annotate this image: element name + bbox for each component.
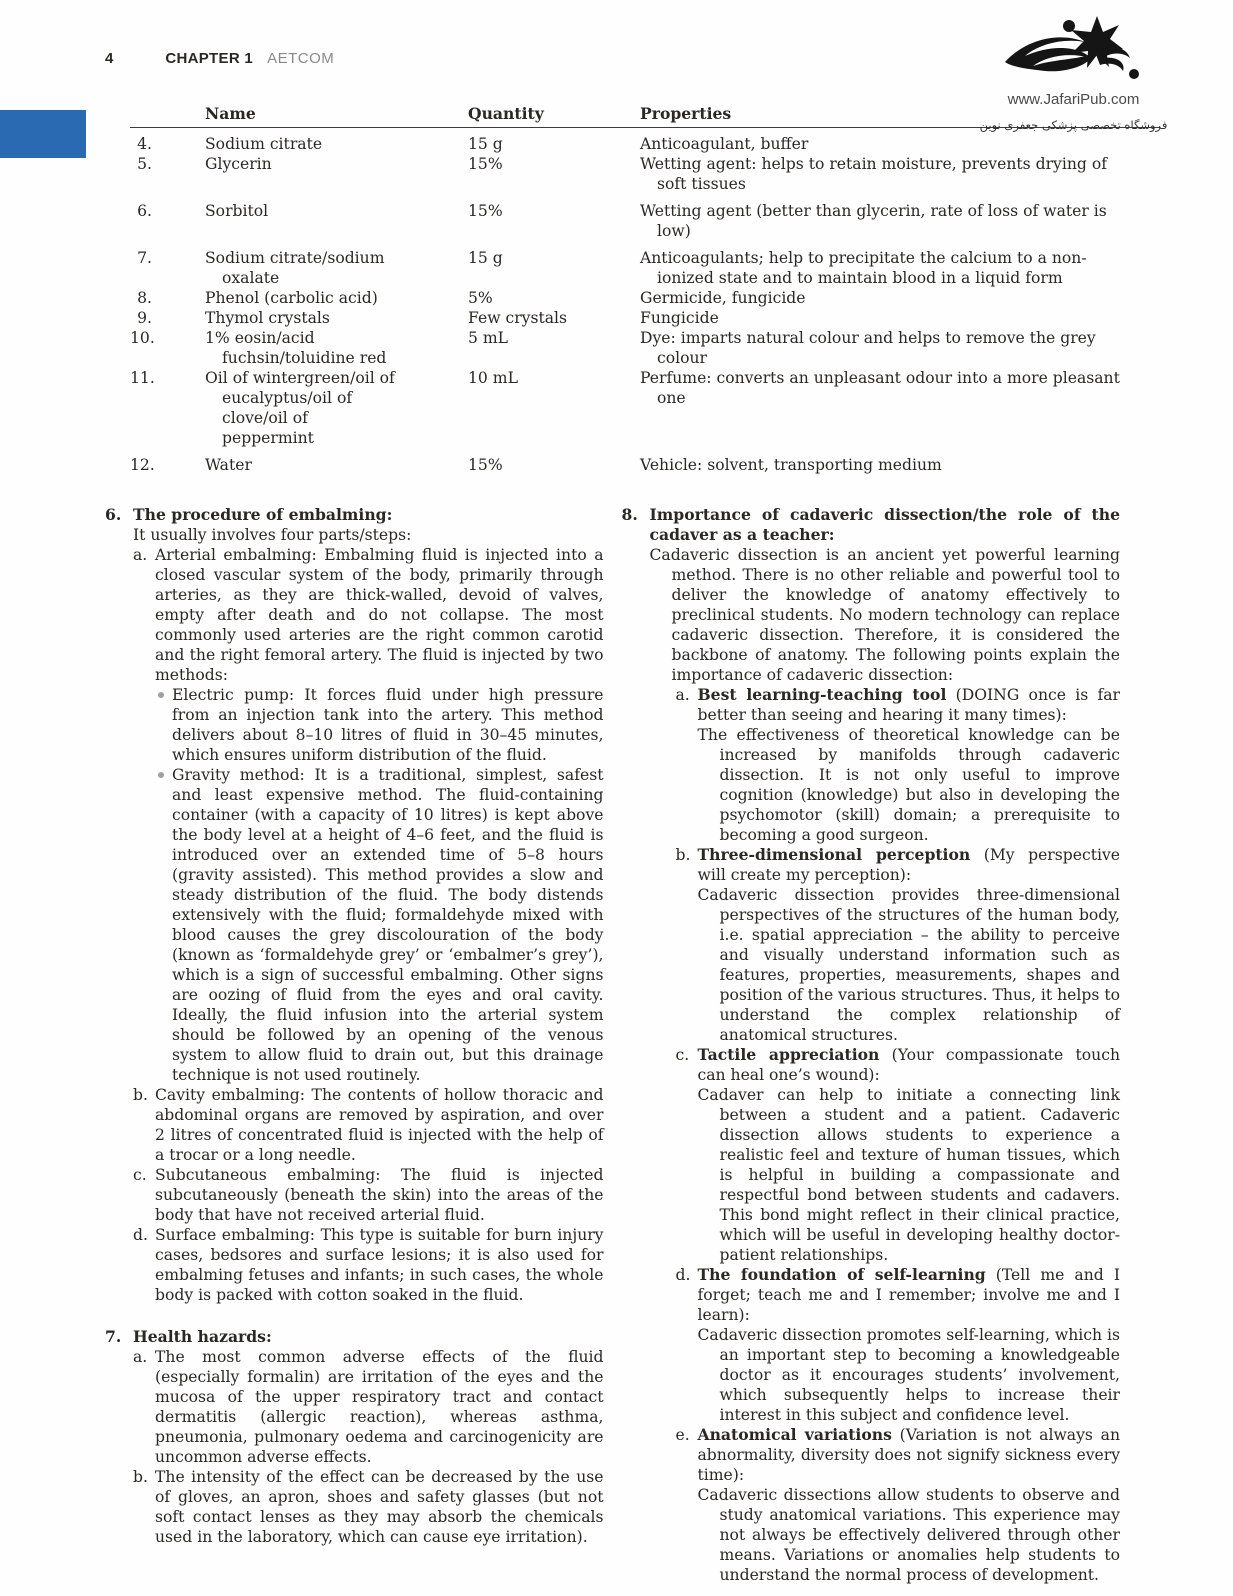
list-item-best-learning-tool — [676, 685, 1121, 845]
item-text: The intensity of the effect can be decreased by the use of gloves, an apron, shoes and safety glasses (but not soft contact lenses as they may absorb the chemicals used in the laboratory, which can cause eye irritation). — [155, 1468, 604, 1546]
bullet-electric-pump — [155, 685, 604, 765]
cell-name: 1% eosin/acid fuchsin/toluidine red — [205, 329, 387, 367]
table-row — [130, 154, 1160, 194]
list-item-protection — [133, 1467, 604, 1547]
cell-name: Sorbitol — [205, 202, 269, 220]
row-number: 11. — [130, 369, 155, 387]
cell-quantity: Few crystals — [468, 309, 568, 327]
list-item-arterial-embalming — [133, 545, 604, 1085]
publisher-watermark — [966, 8, 1181, 135]
section-heading: Importance of cadaveric dissection/the role of the cadaver as a teacher: — [649, 505, 1120, 544]
cell-name: Thymol crystals — [205, 309, 330, 327]
cell-quantity: 5 mL — [468, 329, 509, 347]
section-health-hazards — [105, 1327, 604, 1547]
jafari-calligraphy-logo-icon — [999, 8, 1149, 88]
cell-quantity: 15% — [468, 155, 503, 173]
list-item-tactile-appreciation — [676, 1045, 1121, 1265]
table-row — [130, 328, 1160, 368]
item-lead-rest: (My perspective will create my perception): — [697, 846, 1120, 884]
list-item-three-dimensional-perception — [676, 845, 1121, 1045]
item-text: Surface embalming: This type is suitable for burn injury cases, bedsores and surface lesions; it is also used for embalming fetuses and infants; in such cases, the whole body is packed with cotton soaked in the fluid. — [155, 1226, 604, 1304]
item-lead-rest: (DOING once is far better than seeing and hearing it many times): — [697, 686, 1120, 724]
list-item-subcutaneous-embalming — [133, 1165, 604, 1225]
row-number: 10. — [130, 329, 155, 347]
cell-name: Water — [205, 456, 252, 474]
row-number: 4. — [137, 135, 152, 153]
item-body: The effectiveness of theoretical knowledge can be increased by manifolds through cadaveric dissection. It is not only useful to improve cognition (knowledge) but also in developing the psychomotor (skill) domain; a prerequisite to becoming a good surgeon. — [697, 726, 1120, 844]
item-lead-bold: Tactile appreciation — [697, 1045, 880, 1064]
item-lead — [698, 1045, 1121, 1085]
cell-name: Oil of wintergreen/oil of eucalyptus/oil of clove/oil of peppermint — [205, 369, 395, 447]
publisher-persian-caption: فروشگاه تخصصی پزشکی جعفری نوین — [979, 118, 1168, 132]
section-number: 8. — [621, 505, 638, 524]
table-header-properties: Properties — [640, 104, 732, 123]
section-number: 7. — [105, 1327, 122, 1346]
row-number: 5. — [137, 155, 152, 173]
item-lead — [698, 685, 1121, 725]
list-item-adverse-effects — [133, 1347, 604, 1467]
item-marker: b. — [675, 846, 691, 864]
table-row — [130, 134, 1160, 154]
cell-properties: Anticoagulant, buffer — [640, 135, 809, 153]
item-lead — [698, 1265, 1121, 1325]
cell-properties: Wetting agent (better than glycerin, rate of loss of water is low) — [640, 202, 1107, 240]
item-text: The most common adverse effects of the fluid (especially formalin) are irritation of the eyes and the mucosa of the upper respiratory tract and contact dermatitis (allergic reaction), whereas asthma, pneumonia, pulmonary oedema and carcinogenicity are uncommon adverse effects. — [155, 1348, 604, 1466]
item-lead-rest: (Tell me and I forget; teach me and I remember; involve me and I learn): — [697, 1266, 1120, 1324]
item-body: Cadaveric dissections allow students to observe and study anatomical variations. This experience may not always be effectively delivered through other means. Variations or anomalies help students to understand the normal process of development. — [697, 1486, 1120, 1584]
row-number: 6. — [137, 202, 152, 220]
cell-quantity: 15% — [468, 202, 503, 220]
cell-properties: Germicide, fungicide — [640, 289, 806, 307]
cell-properties: Wetting agent: helps to retain moisture, prevents drying of soft tissues — [640, 155, 1107, 193]
bullet-text: Electric pump: It forces fluid under high pressure from an injection tank into the artery. This method delivers about 8–10 litres of fluid in 30–45 minutes, which ensures uniform distribution of the fluid. — [172, 686, 604, 764]
item-lead-bold: Three-dimensional perception — [697, 845, 971, 864]
item-lead-bold: The foundation of self-learning — [697, 1265, 986, 1284]
section-intro: It usually involves four parts/steps: — [133, 526, 412, 544]
cell-quantity: 10 mL — [468, 369, 518, 387]
table-header-name: Name — [205, 104, 256, 123]
item-lead — [698, 845, 1121, 885]
item-marker: a. — [133, 546, 148, 564]
chapter-title: AETCOM — [267, 50, 335, 67]
cell-properties: Fungicide — [640, 309, 719, 327]
section-intro: Cadaveric dissection is an ancient yet powerful learning method. There is no other reliable and powerful tool to deliver the knowledge of anatomy effectively to preclinical students. No modern technology can replace cadaveric dissection. Therefore, it is considered the backbone of anatomy. The following points explain the importance of cadaveric dissection: — [649, 546, 1120, 684]
section-heading: The procedure of embalming: — [133, 505, 393, 524]
item-body: Cadaver can help to initiate a connecting link between a student and a patient. Cadaveric dissection allows students to experience a realistic feel and texture of human tissues, which is helpful in building a compassionate and respectful bond between students and cadavers. This bond might reflect in their clinical practice, which will be useful in developing healthy doctor-patient relationships. — [697, 1086, 1120, 1264]
section-heading: Health hazards: — [133, 1327, 272, 1346]
list-item-surface-embalming — [133, 1225, 604, 1305]
table-row — [130, 308, 1160, 328]
cell-name: Sodium citrate — [205, 135, 323, 153]
bullet-gravity-method — [155, 765, 604, 1085]
item-text: Arterial embalming: Embalming fluid is injected into a closed vascular system of the body, primarily through arteries, as they are thick-walled, devoid of valves, empty after death and do not collapse. The most commonly used arteries are the right common carotid and the right femoral artery. The fluid is injected by two methods: — [155, 546, 604, 684]
row-number: 7. — [137, 249, 152, 267]
table-row — [130, 201, 1160, 241]
item-marker: a. — [675, 686, 690, 704]
item-marker: a. — [133, 1348, 148, 1366]
item-lead-rest: (Your compassionate touch can heal one’s wound): — [697, 1046, 1121, 1084]
cell-name: Phenol (carbolic acid) — [205, 289, 378, 307]
right-column — [622, 505, 1121, 1585]
item-marker: d. — [133, 1226, 148, 1244]
table-header-num — [130, 104, 205, 124]
table-header-quantity: Quantity — [468, 104, 544, 123]
chapter-label: CHAPTER 1 — [165, 50, 254, 67]
section-number: 6. — [105, 505, 122, 524]
bullet-text: Gravity method: It is a traditional, simplest, safest and least expensive method. The fluid-containing container (with a capacity of 10 litres) is kept above the body level at a height of 4–6 feet, and the fluid is introduced over an extended time of 5–8 hours (gravity assisted). This method provides a slow and steady distribution of the fluid. The body distends extensively with the fluid; formaldehyde mixed with blood causes the grey discolouration of the body (known as ‘formaldehyde grey’ or ‘embalmer’s grey’), which is a sign of successful embalming. Other signs are oozing of fluid from the eyes and oral cavity. Ideally, the fluid infusion into the arterial system should be followed by an opening of the venous system to allow fluid to drain out, but this drainage technique is not used routinely. — [172, 766, 604, 1084]
cell-quantity: 15 g — [468, 135, 503, 153]
cell-quantity: 15% — [468, 456, 503, 474]
item-text: Subcutaneous embalming: The fluid is injected subcutaneously (beneath the skin) into the areas of the body that have not received arterial fluid. — [155, 1166, 604, 1224]
left-column — [105, 505, 604, 1585]
list-item-cavity-embalming — [133, 1085, 604, 1165]
item-marker: b. — [133, 1468, 148, 1486]
two-column-body — [105, 505, 1120, 1585]
item-marker: e. — [675, 1426, 690, 1444]
cell-properties: Perfume: converts an unpleasant odour into a more pleasant one — [640, 369, 1120, 407]
list-item-anatomical-variations — [676, 1425, 1121, 1585]
item-marker: c. — [675, 1046, 690, 1064]
cell-quantity: 5% — [468, 289, 493, 307]
section-procedure-of-embalming — [105, 505, 604, 1305]
table-row — [130, 248, 1160, 288]
item-lead-bold: Best learning-teaching tool — [697, 685, 947, 704]
cell-quantity: 15 g — [468, 249, 503, 267]
cell-properties: Anticoagulants; help to precipitate the calcium to a non-ionized state and to maintain blood in a liquid form — [640, 249, 1087, 287]
blue-accent-bar — [0, 110, 86, 158]
table-row — [130, 288, 1160, 308]
bullet-icon — [155, 685, 172, 765]
item-lead-rest: (Variation is not always an abnormality, diversity does not signify sickness every time): — [697, 1426, 1121, 1484]
section-importance-of-cadaveric-dissection — [622, 505, 1121, 1585]
item-marker: c. — [133, 1166, 147, 1184]
item-marker: b. — [133, 1086, 148, 1104]
cell-properties: Vehicle: solvent, transporting medium — [640, 456, 942, 474]
row-number: 9. — [137, 309, 152, 327]
list-item-foundation-of-self-learning — [676, 1265, 1121, 1425]
row-number: 12. — [130, 456, 155, 474]
item-lead — [698, 1425, 1121, 1485]
cell-name: Glycerin — [205, 155, 272, 173]
item-body: Cadaveric dissection provides three-dimensional perspectives of the structures of the human body, i.e. spatial appreciation – the ability to perceive and visually understand information such as features, properties, measurements, shapes and position of the various structures. Thus, it helps to understand the complex relationship of anatomical structures. — [697, 886, 1120, 1044]
publisher-url: www.JafariPub.com — [1007, 91, 1140, 108]
table-row — [130, 455, 1160, 475]
running-head — [105, 50, 334, 68]
table-row — [130, 368, 1160, 448]
item-marker: d. — [675, 1266, 691, 1284]
cell-name: Sodium citrate/sodium oxalate — [205, 249, 385, 287]
bullet-icon — [155, 765, 172, 1085]
embalming-fluid-table — [130, 104, 1160, 475]
page-number: 4 — [105, 50, 114, 67]
item-lead-bold: Anatomical variations — [697, 1425, 892, 1444]
cell-properties: Dye: imparts natural colour and helps to remove the grey colour — [640, 329, 1096, 367]
row-number: 8. — [137, 289, 152, 307]
item-text: Cavity embalming: The contents of hollow thoracic and abdominal organs are removed by aspiration, and over 2 litres of concentrated fluid is injected with the help of a trocar or a long needle. — [155, 1086, 604, 1164]
item-body: Cadaveric dissection promotes self-learning, which is an important step to becoming a knowledgeable doctor as it encourages students’ involvement, which subsequently helps to increase their interest in this subject and confidence level. — [697, 1326, 1120, 1424]
